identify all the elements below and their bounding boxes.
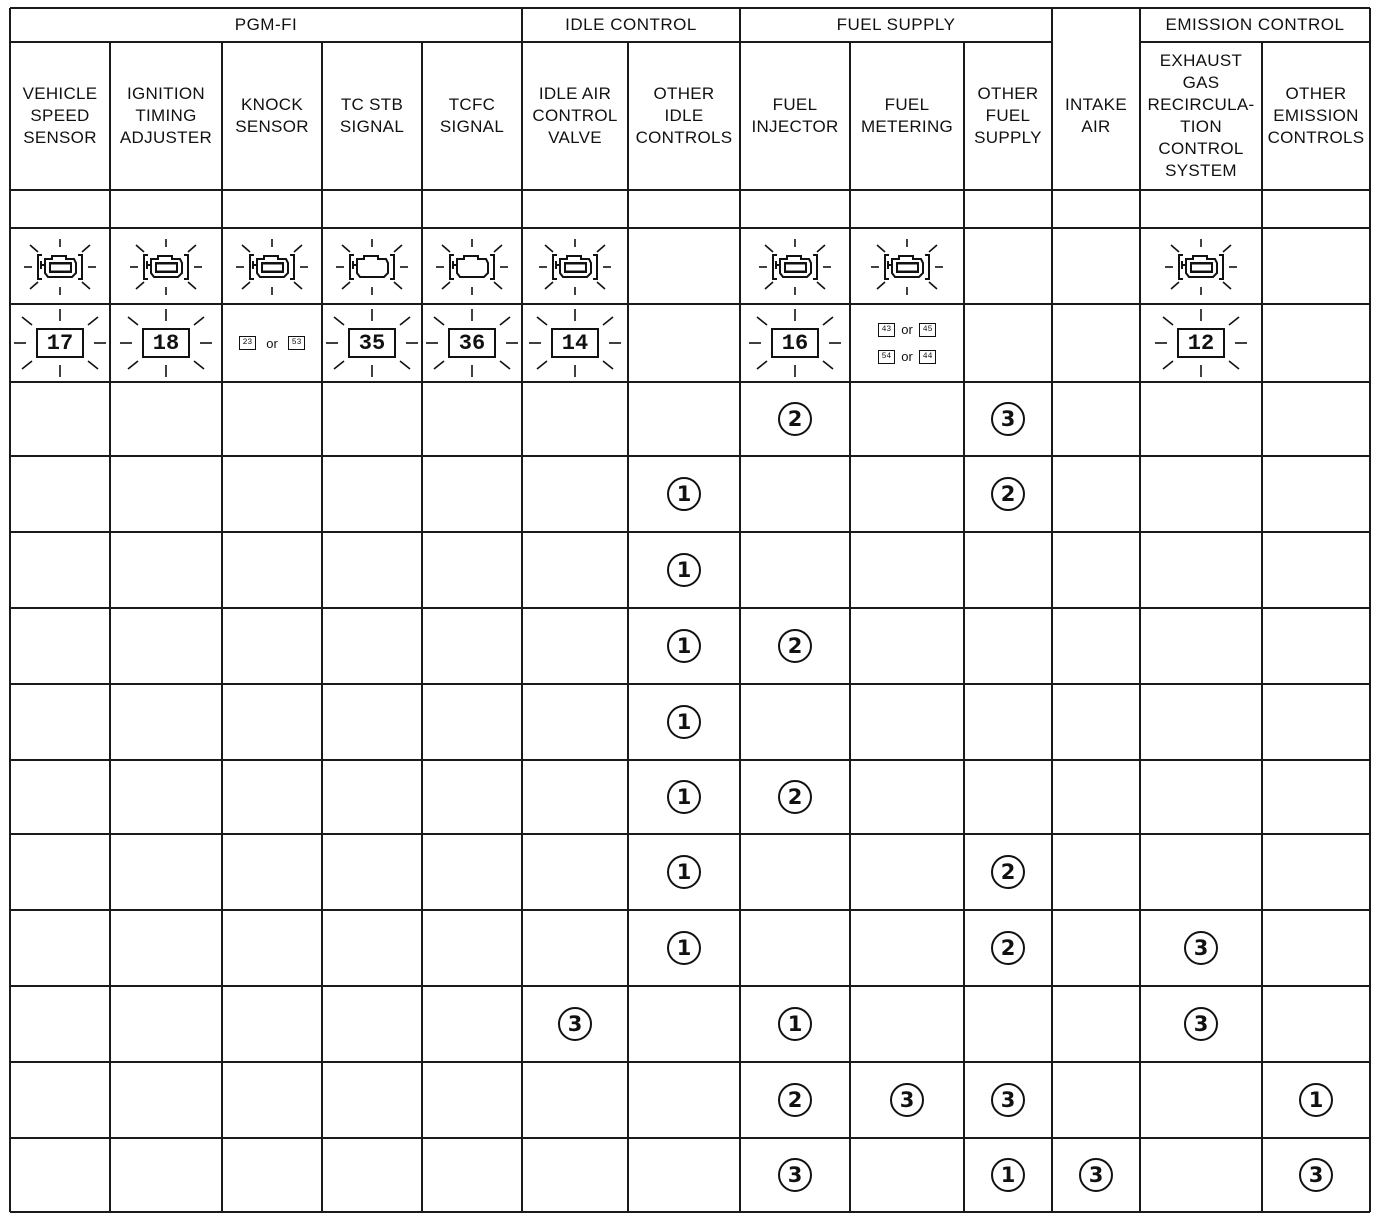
priority-number: 1 (667, 477, 701, 511)
priority-number: 1 (667, 931, 701, 965)
indicator-cell-tcfc (422, 230, 522, 304)
matrix-cell-oic (628, 608, 740, 684)
priority-number: 2 (991, 931, 1025, 965)
blink-code-cell-ita (110, 304, 222, 382)
priority-number: 2 (991, 477, 1025, 511)
priority-number: 3 (890, 1083, 924, 1117)
check-engine-icon (533, 235, 617, 299)
alt-code-line (876, 349, 939, 364)
alt-code: 53 (288, 336, 306, 350)
column-divider (963, 42, 965, 1212)
or-text: or (901, 349, 913, 364)
matrix-cell-ofs (964, 1138, 1052, 1212)
priority-number: 1 (667, 780, 701, 814)
column-header-tcfc: TCFC SIGNAL (439, 95, 505, 136)
indicator-cell-ks (222, 230, 322, 304)
matrix-cell-oec (1262, 1138, 1370, 1212)
column-divider (109, 42, 111, 1212)
matrix-cell-oic (628, 684, 740, 760)
priority-number: 1 (667, 629, 701, 663)
matrix-cell-ia (1052, 1138, 1140, 1212)
priority-number: 1 (778, 1007, 812, 1041)
indicator-cell-vss (10, 230, 110, 304)
priority-number: 1 (991, 1158, 1025, 1192)
check-engine-icon (1159, 235, 1243, 299)
group-header: IDLE CONTROL (565, 15, 697, 34)
indicator-cell-tcstb (322, 230, 422, 304)
matrix-cell-fi (740, 1062, 850, 1138)
column-header-vss: VEHICLE SPEED SENSOR (22, 84, 98, 147)
priority-number: 2 (778, 629, 812, 663)
matrix-cell-fi (740, 608, 850, 684)
or-text: or (266, 335, 278, 351)
engine-outline-icon (330, 235, 414, 299)
priority-number: 3 (991, 402, 1025, 436)
matrix-cell-fi (740, 382, 850, 456)
column-header-iacv: IDLE AIR CONTROL VALVE (532, 84, 618, 147)
matrix-cell-oic (628, 532, 740, 608)
blink-code-cell-egr (1140, 304, 1262, 382)
blink-code: 12 (1177, 328, 1225, 358)
blink-code-cell-tcstb (322, 304, 422, 382)
column-header-oic: OTHER IDLE CONTROLS (635, 84, 733, 147)
column-header-ks: KNOCK SENSOR (235, 95, 309, 136)
blink-code-cell-iacv (522, 304, 628, 382)
matrix-cell-ofs (964, 910, 1052, 986)
column-header-fm: FUEL METERING (860, 95, 954, 136)
column-header-egr: EXHAUST GAS RECIRCULA- TION CONTROL SYSTEM (1147, 51, 1255, 180)
priority-number: 3 (558, 1007, 592, 1041)
matrix-cell-egr (1140, 986, 1262, 1062)
blink-code: 18 (142, 328, 190, 358)
spacer-row-border (10, 227, 1370, 229)
blink-code: 36 (448, 328, 496, 358)
alt-code: 43 (878, 323, 896, 337)
check-engine-icon (18, 235, 102, 299)
blink-code: 14 (551, 328, 599, 358)
alt-code-line (237, 336, 308, 351)
column-divider (421, 42, 423, 1212)
alt-code: 45 (919, 323, 937, 337)
column-header-oec: OTHER EMISSION CONTROLS (1267, 84, 1365, 147)
matrix-cell-ofs (964, 456, 1052, 532)
matrix-cell-fi (740, 986, 850, 1062)
matrix-cell-oic (628, 456, 740, 532)
matrix-cell-fi (740, 760, 850, 834)
column-divider (321, 42, 323, 1212)
matrix-cell-fi (740, 1138, 850, 1212)
blink-code: 17 (36, 328, 84, 358)
matrix-cell-oic (628, 910, 740, 986)
row-border (10, 1211, 1370, 1213)
blink-code-cell-fi (740, 304, 850, 382)
matrix-cell-iacv (522, 986, 628, 1062)
priority-number: 3 (1299, 1158, 1333, 1192)
alt-code: 23 (239, 336, 257, 350)
check-engine-icon (230, 235, 314, 299)
matrix-cell-ofs (964, 834, 1052, 910)
alt-codes-cell-fm (850, 304, 964, 382)
column-header-ofs: OTHER FUEL SUPPLY (974, 84, 1042, 147)
priority-number: 2 (778, 402, 812, 436)
alt-code: 54 (878, 350, 896, 364)
matrix-cell-oec (1262, 1062, 1370, 1138)
matrix-cell-oic (628, 760, 740, 834)
priority-number: 3 (778, 1158, 812, 1192)
priority-number: 1 (667, 553, 701, 587)
matrix-cell-ofs (964, 1062, 1052, 1138)
indicator-cell-ita (110, 230, 222, 304)
column-header-tcstb: TC STB SIGNAL (339, 95, 405, 136)
priority-number: 1 (1299, 1083, 1333, 1117)
blink-code-cell-vss (10, 304, 110, 382)
check-engine-icon (124, 235, 208, 299)
blink-code: 16 (771, 328, 819, 358)
column-header-fi: FUEL INJECTOR (751, 95, 839, 136)
column-header-ita: IGNITION TIMING ADJUSTER (119, 84, 213, 147)
priority-number: 2 (991, 855, 1025, 889)
priority-number: 1 (667, 705, 701, 739)
check-engine-icon (753, 235, 837, 299)
priority-number: 3 (991, 1083, 1025, 1117)
indicator-cell-iacv (522, 230, 628, 304)
row-border (10, 1137, 1370, 1139)
priority-number: 2 (778, 1083, 812, 1117)
indicator-cell-fm (850, 230, 964, 304)
blink-code: 35 (348, 328, 396, 358)
priority-number: 3 (1079, 1158, 1113, 1192)
indicator-cell-egr (1140, 230, 1262, 304)
matrix-cell-fm (850, 1062, 964, 1138)
column-divider (221, 42, 223, 1212)
matrix-cell-oic (628, 834, 740, 910)
priority-number: 3 (1184, 1007, 1218, 1041)
blink-code-cell-tcfc (422, 304, 522, 382)
matrix-cell-ofs (964, 382, 1052, 456)
priority-number: 3 (1184, 931, 1218, 965)
alt-code-line (876, 322, 939, 337)
check-engine-icon (865, 235, 949, 299)
engine-outline-icon (430, 235, 514, 299)
alt-codes-cell-ks (222, 304, 322, 382)
indicator-cell-fi (740, 230, 850, 304)
matrix-cell-egr (1140, 910, 1262, 986)
priority-number: 1 (667, 855, 701, 889)
or-text: or (901, 322, 913, 337)
group-header: EMISSION CONTROL (1165, 15, 1345, 34)
group-header: PGM-FI (234, 15, 298, 34)
alt-code: 44 (919, 350, 937, 364)
group-header: FUEL SUPPLY (836, 15, 956, 34)
priority-number: 2 (778, 780, 812, 814)
column-header-ia: INTAKE AIR (1065, 95, 1127, 136)
